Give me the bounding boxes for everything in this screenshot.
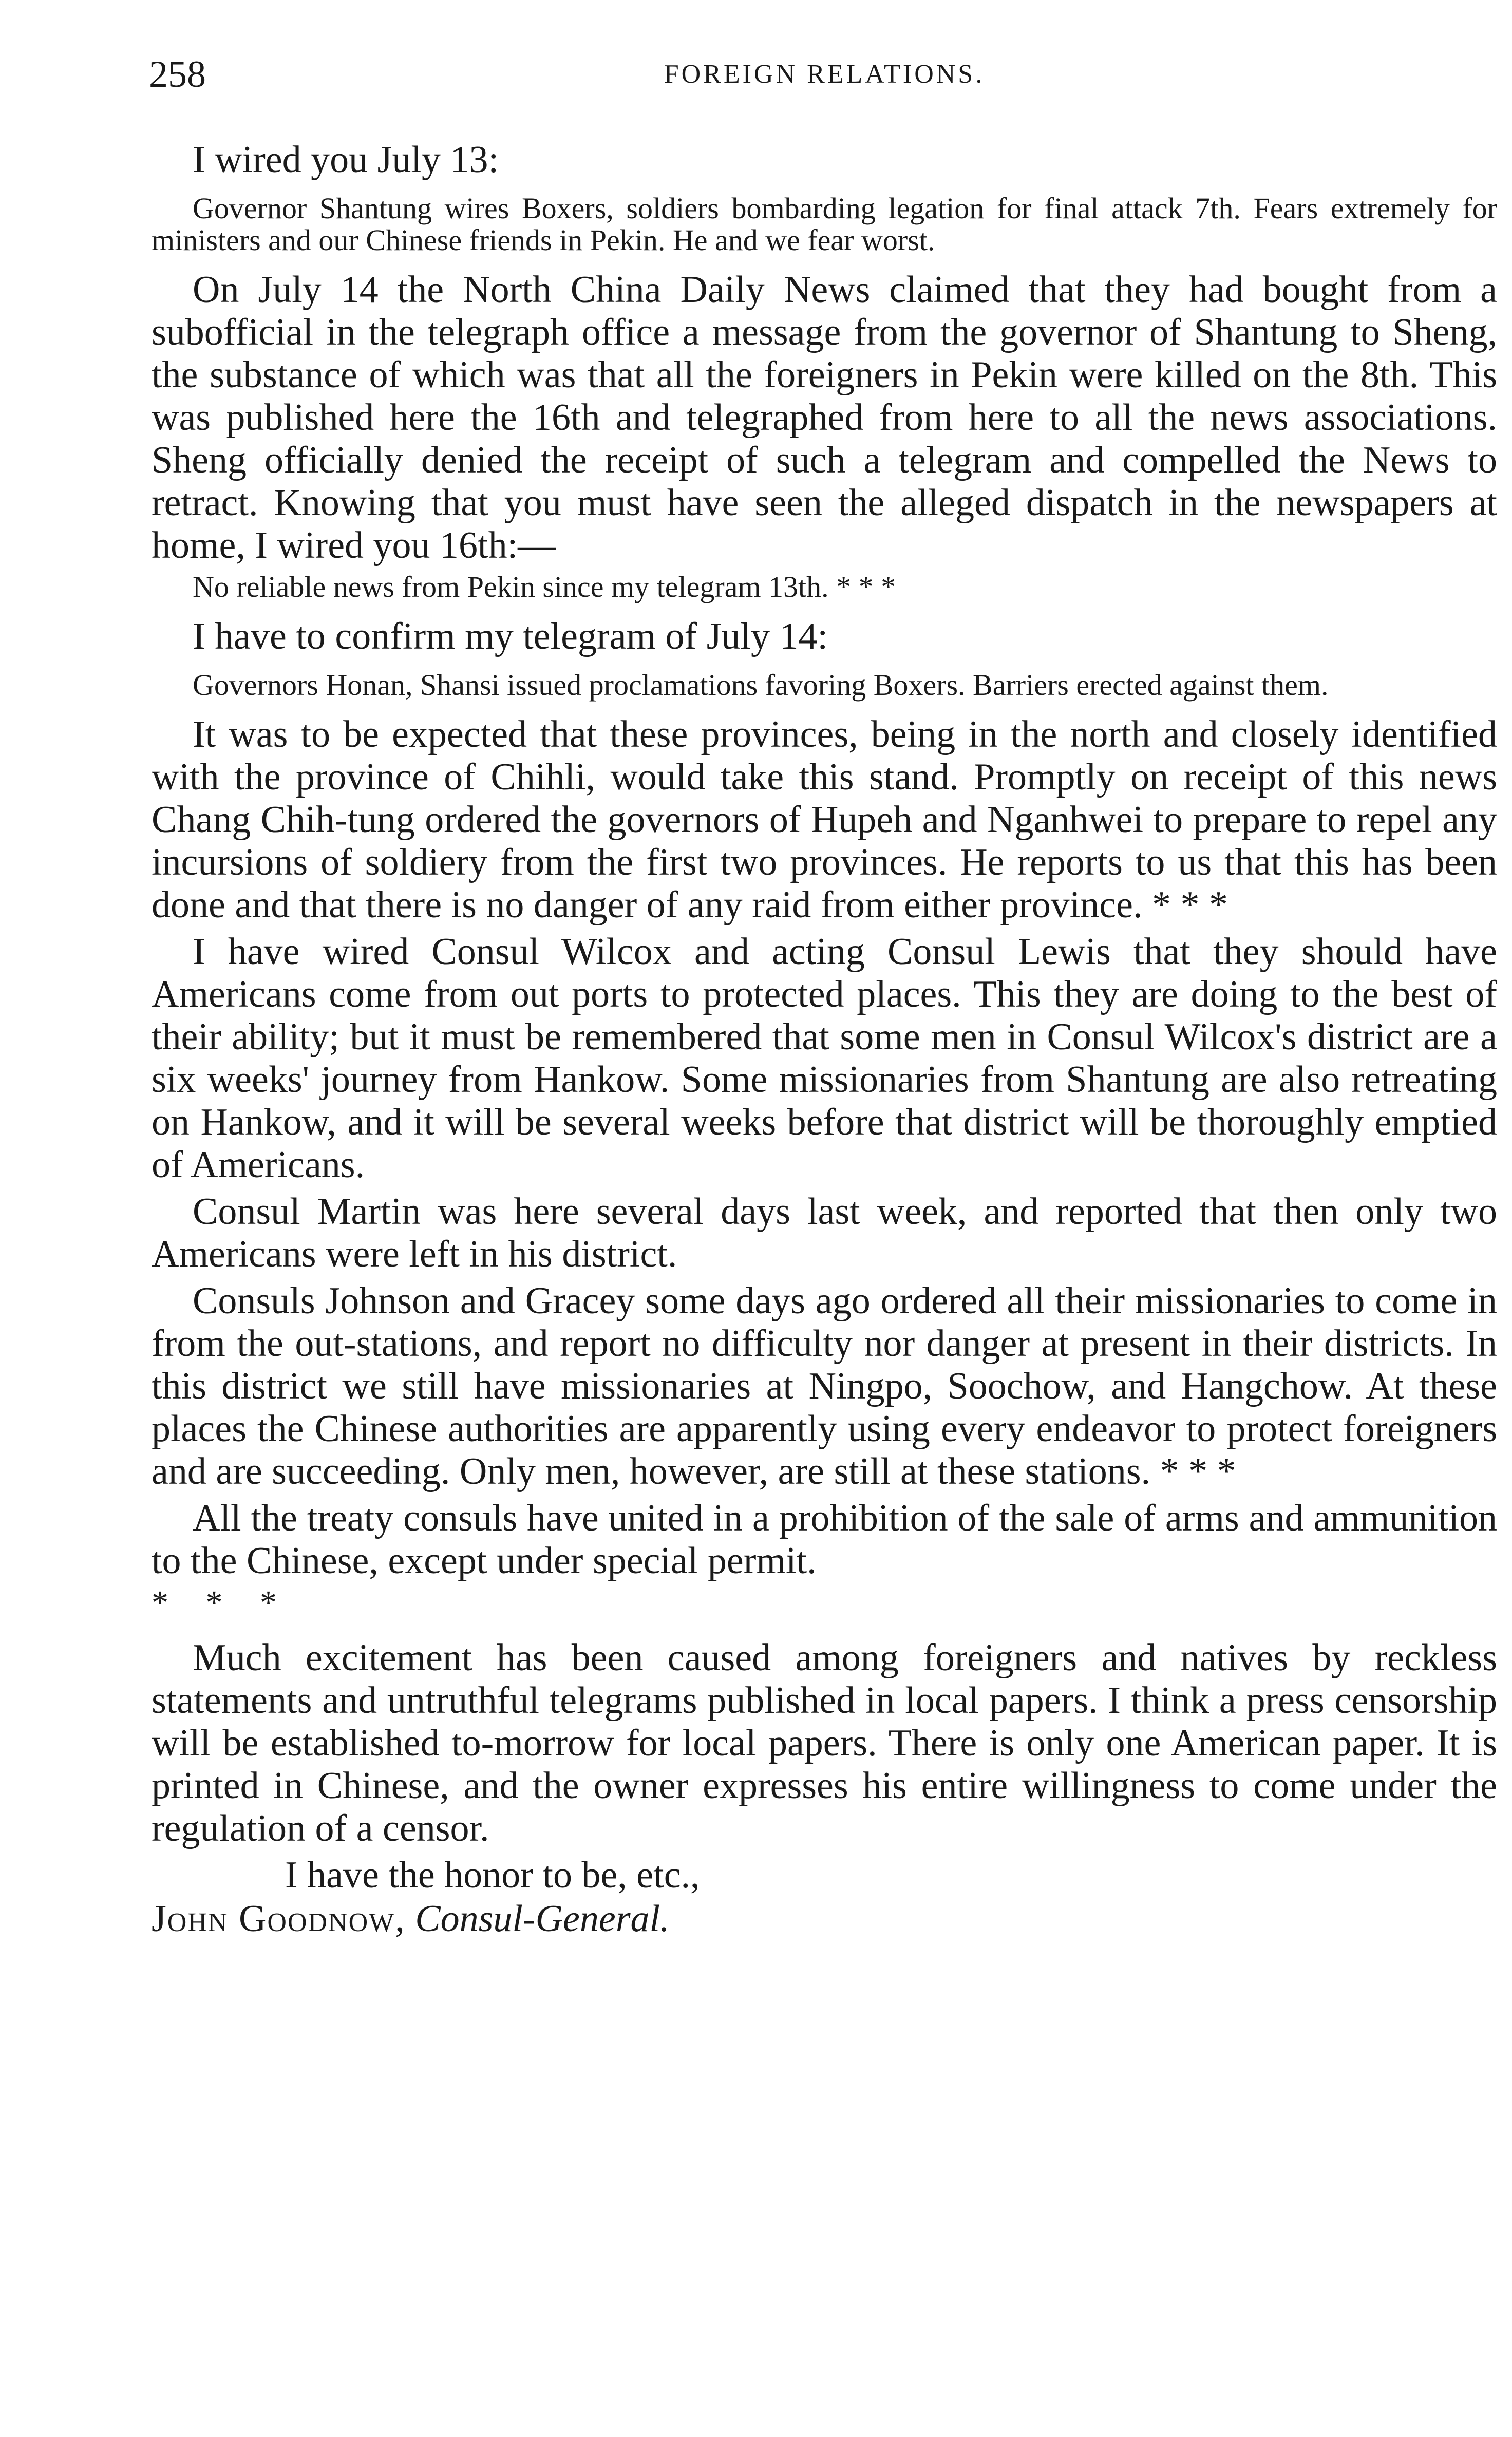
- signature-title: Consul-General.: [415, 1898, 670, 1940]
- paragraph: On July 14 the North China Daily News claimed that they had bought from a subofficial in the telegraph office a message from the governor of Shantung to Sheng, the substance of which was that all the foreigners in Pekin were killed on the 8th. This was published here the 16th and telegraphed from here to all the news associations. Sheng officially denied the receipt of such a telegram and compelled the News to retract. Knowing that you must have seen the alleged dispatch in the newspapers at home, I wired you 16th:—: [152, 269, 1497, 566]
- quoted-telegram: Governors Honan, Shansi issued proclamations favoring Boxers. Barriers erected against them.: [193, 668, 1329, 702]
- paragraph: Much excitement has been caused among foreigners and natives by reckless statements and untruthful telegrams published in local papers. I think a press censorship will be established to-morrow for local papers. There is only one American paper. It is printed in Chinese, and the owner expresses his entire willingness to come under the regulation of a censor.: [152, 1637, 1497, 1849]
- quoted-telegram: Governor Shantung wires Boxers, soldiers bombarding legation for final attack 7th. Fears extremely for ministers and our Chinese friends in Pekin. He and we fear worst.: [152, 192, 1497, 257]
- signature: [152, 1897, 1497, 1941]
- paragraph: I have wired Consul Wilcox and acting Consul Lewis that they should have Americans come from out ports to protected places. This they are doing to the best of their ability; but it must be remembered that some men in Consul Wilcox's district are a six weeks' journey from Hankow. Some missionaries from Shantung are also retreating on Hankow, and it will be several weeks before that district will be thoroughly emptied of Americans.: [152, 931, 1497, 1186]
- page-header: [149, 49, 1500, 100]
- paragraph: I have to confirm my telegram of July 14:: [193, 615, 828, 657]
- signature-name: John Goodnow,: [152, 1898, 406, 1940]
- quoted-telegram: No reliable news from Pekin since my telegram 13th. * * *: [193, 570, 896, 603]
- page-number: 258: [149, 53, 206, 96]
- paragraph: It was to be expected that these provinces, being in the north and closely identified with the province of Chihli, would take this stand. Promptly on receipt of this news Chang Chih-tung ordered the governors of Hupeh and Nganhwei to prepare to repel any incursions of soldiery from the first two provinces. He reports to us that this has been done and that there is no danger of any raid from either province. * * *: [152, 713, 1497, 926]
- paragraph: Consul Martin was here several days last week, and reported that then only two Americans were left in his district.: [152, 1191, 1497, 1275]
- ellipsis-stars: * * *: [152, 1584, 291, 1621]
- paragraph: Consuls Johnson and Gracey some days ago ordered all their missionaries to come in from the out-stations, and report no difficulty nor danger at present in their districts. In this district we still have missionaries at Ningpo, Soochow, and Hangchow. At these places the Chinese authorities are apparently using every endeavor to protect foreigners and are succeeding. Only men, however, are still at these stations. * * *: [152, 1280, 1497, 1493]
- closing-line: I have the honor to be, etc.,: [285, 1854, 700, 1896]
- running-head: FOREIGN RELATIONS.: [664, 60, 985, 89]
- document-body: [152, 139, 1497, 1941]
- paragraph: All the treaty consuls have united in a prohibition of the sale of arms and ammunition to the Chinese, except under special permit.: [152, 1497, 1497, 1582]
- paragraph: I wired you July 13:: [193, 139, 499, 181]
